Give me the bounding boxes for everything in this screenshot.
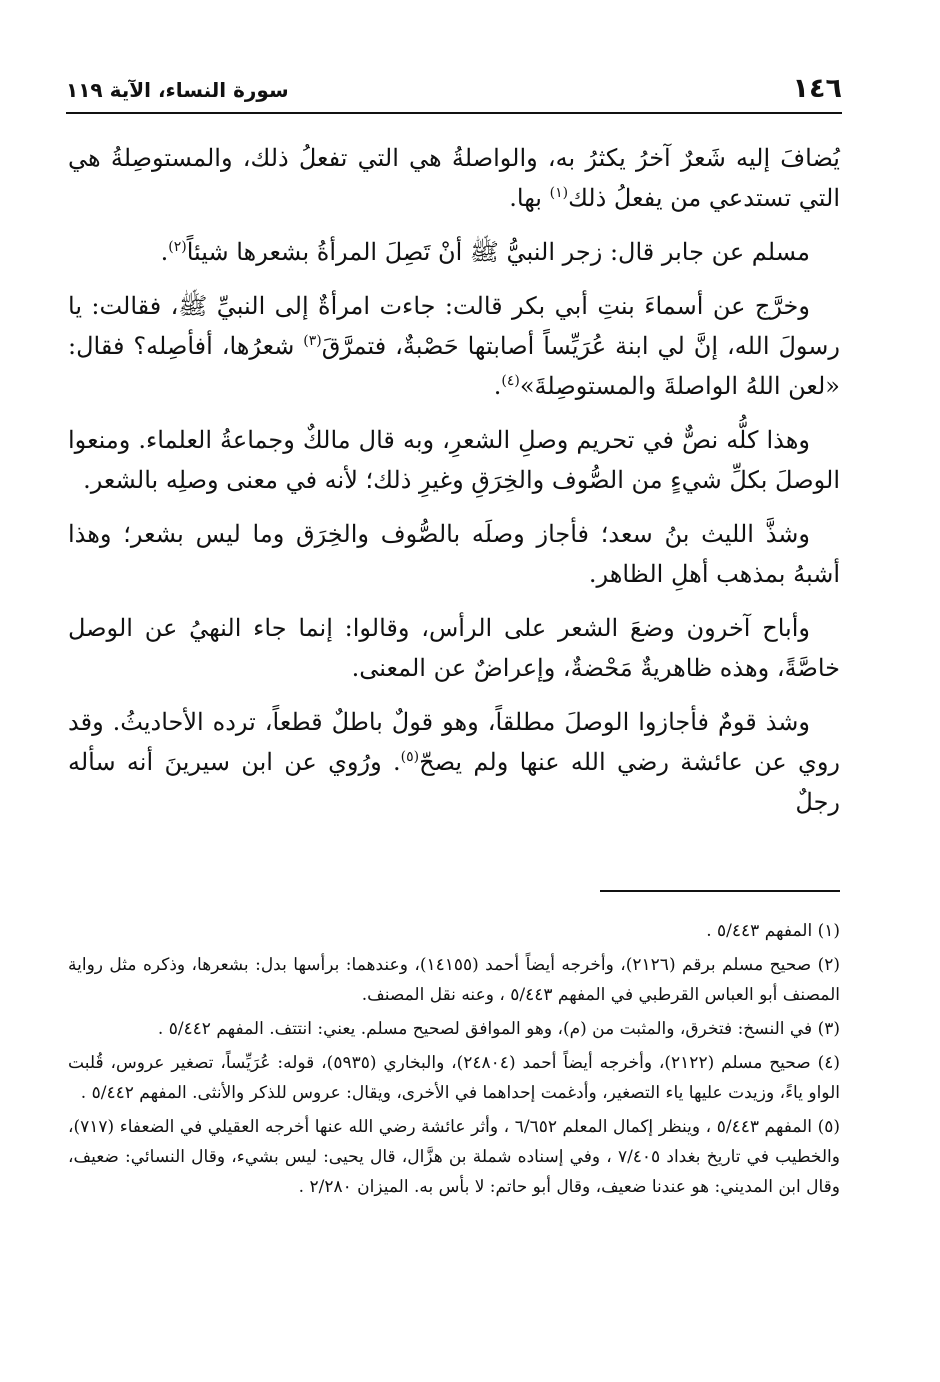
paragraph-text: وشذ قومٌ فأجازوا الوصلَ مطلقاً، وهو قولٌ باطلٌ قطعاً، ترده الأحاديثُ. وقد روي عن عائشة رضي الله عنها ولم يصحّ	[68, 708, 841, 776]
header-divider	[66, 112, 842, 114]
footnote-ref: (١)	[549, 185, 569, 201]
page-number: ١٤٦	[792, 73, 842, 104]
footnote: (٢) صحيح مسلم برقم (٢١٢٦)، وأخرجه أيضاً أحمد (١٤١٥٥)، وعندهما: برأسها بدل: بشعرها، وذكره مثل رواية المصنف أبو العباس القرطبي في المفهم ٥/٤٤٣ ، وعنه نقل المصنف.	[68, 955, 840, 1005]
footnote: (٥) المفهم ٥/٤٤٣ ، وينظر إكمال المعلم ٦/٦٥٢ ، وأثر عائشة رضي الله عنها أخرجه العقيلي في الضعفاء (٧١٧)، والخطيب في تاريخ بغداد ٧/٤٠٥ ، وفي إسناده شملة بن هزَّال، قال يحيى: ليس بشيء، وقال النسائي: ضعيف، وقال ابن المديني: هو عندنا ضعيف، وقال أبو حاتم: لا بأس به. الميزان ٢/٢٨٠ .	[68, 1117, 840, 1197]
page-header	[66, 68, 842, 112]
footnote-divider	[600, 890, 840, 892]
paragraph-text: يُضافَ إليه شَعرٌ آخرُ يكثرُ به، والواصلةُ هي التي تفعلُ ذلك، والمستوصِلةُ هي التي تستدعي من يفعلُ ذلك	[68, 144, 840, 212]
paragraph-text: وخرَّج عن أسماءَ بنتِ أبي بكر قالت: جاءت امرأةٌ إلى النبيِّ ﷺ، فقالت: يا رسولَ الله، إنَّ لي ابنة عُرَيِّساً أصابتها حَصْبةٌ، فتمرَّقَ	[68, 292, 840, 360]
paragraph-text: مسلم عن جابر قال: زجر النبيُّ ﷺ أنْ تَصِلَ المرأةُ بشعرها شيئاً	[186, 238, 810, 266]
paragraph: وشذَّ الليث بنُ سعد؛ فأجاز وصلَه بالصُّوف والخِرَق وما ليس بشعر؛ وهذا أشبهُ بمذهب أهلِ الظاهر.	[68, 520, 840, 588]
footnote: (١) المفهم ٥/٤٤٣ .	[706, 921, 840, 941]
footnote: (٣) في النسخ: فتخرق، والمثبت من (م)، وهو الموافق لصحيح مسلم. يعني: انتتف. المفهم ٥/٤٤٢ .	[157, 1019, 840, 1039]
footnote-ref: (٤)	[501, 373, 520, 389]
paragraph	[68, 138, 840, 218]
paragraph-text: بها.	[509, 184, 550, 212]
main-text	[68, 138, 840, 836]
footnote-ref: (٥)	[400, 749, 420, 765]
footnote-ref: (٢)	[168, 239, 187, 255]
footnote-ref: (٣)	[303, 333, 322, 349]
paragraph-text: شعرُها، أفأصِله؟ فقال: «لعن اللهُ الواصلةَ والمستوصِلةَ»	[68, 332, 840, 400]
paragraph	[68, 702, 840, 822]
paragraph: وأباح آخرون وضعَ الشعر على الرأس، وقالوا: إنما جاء النهيُ عن الوصل خاصَّةً، وهذه ظاهريةٌ مَحْضةٌ، وإعراضٌ عن المعنى.	[68, 614, 840, 682]
paragraph-text: .	[493, 372, 502, 400]
running-title: سورة النساء، الآية ١١٩	[66, 78, 289, 102]
paragraph-text: .	[160, 238, 169, 266]
paragraph: وهذا كلُّه نصٌّ في تحريم وصلِ الشعرِ، وبه قال مالكٌ وجماعةُ العلماء. ومنعوا الوصلَ بكلِّ شيءٍ من الصُّوف والخِرَقِ وغيرِ ذلك؛ لأنه في معنى وصلِه بالشعر.	[68, 426, 840, 494]
paragraph-text: . ورُوي عن ابن سيرينَ أنه سأله رجلٌ	[68, 748, 840, 816]
paragraph	[68, 286, 840, 406]
footnotes	[68, 916, 840, 1206]
paragraph	[68, 232, 840, 272]
footnote: (٤) صحيح مسلم (٢١٢٢)، وأخرجه أيضاً أحمد (٢٤٨٠٤)، والبخاري (٥٩٣٥)، قوله: عُرَيِّساً، تصغير عروس، قُلبت الواو ياءً، وزيدت عليها ياء التصغير، وأدغمت إحداهما في الأخرى، ويقال: عروس للذكر والأنثى. المفهم ٥/٤٤٢ .	[68, 1053, 841, 1103]
